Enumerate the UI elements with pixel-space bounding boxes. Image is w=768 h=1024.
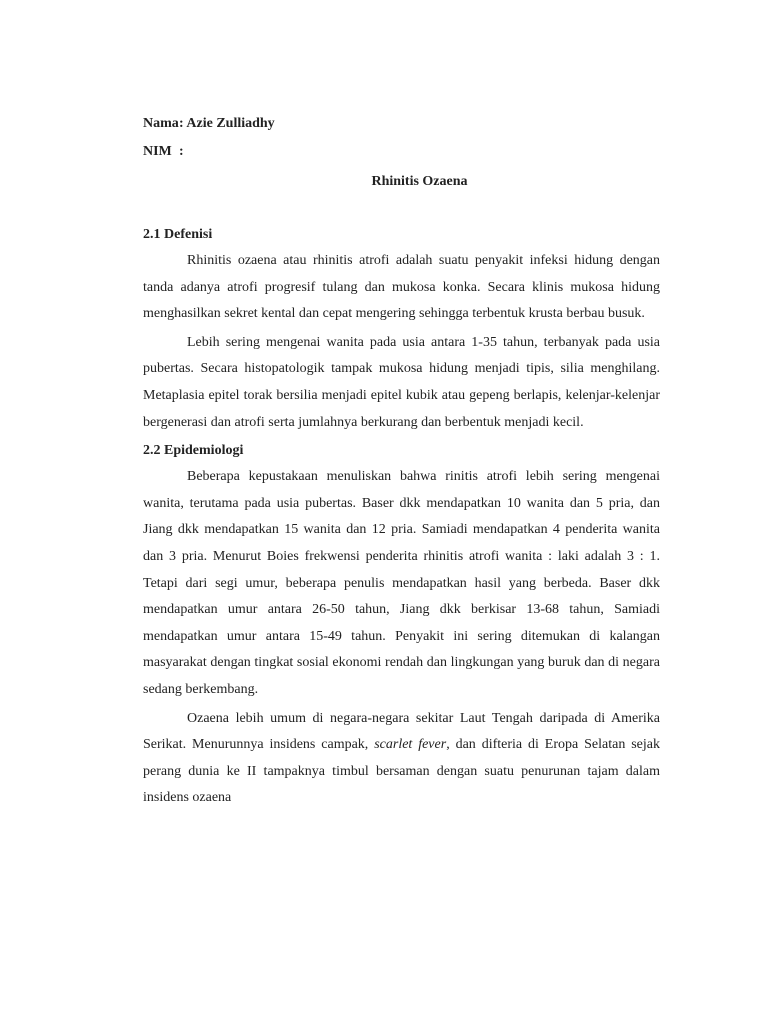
section-heading-epidemiologi: 2.2 Epidemiologi — [143, 443, 244, 459]
nim-value: : — [179, 144, 184, 159]
nim-label: NIM — [143, 144, 172, 159]
section-heading-defenisi: 2.1 Defenisi — [143, 227, 213, 242]
name-line — [143, 110, 660, 138]
nim-line — [143, 138, 660, 166]
paragraph-with-italic — [143, 706, 660, 812]
italic-term: scarlet fever — [374, 737, 447, 753]
paragraph-text-before: Ozaena lebih umum di negara-negara sekitar Laut Tengah daripada di Amerika Serikat. Menurunnya insidens campak, — [143, 710, 660, 753]
paragraph: Lebih sering mengenai wanita pada usia antara 1-35 tahun, terbanyak pada usia pubertas. Secara histopatologik tampak mukosa hidung menjadi tipis, silia menghilang. Metaplasia epitel torak bersilia menjadi epitel kubik atau gepeng berlapis, kelenjar-kelenjar bergenerasi dan atrofi serta jumlahnya berkurang dan berbentuk menjadi kecil. — [143, 334, 660, 430]
document-title: Rhinitis Ozaena — [371, 174, 468, 189]
name-label: Nama — [143, 116, 179, 131]
name-value: : Azie Zulliadhy — [179, 116, 275, 131]
paragraph: Rhinitis ozaena atau rhinitis atrofi adalah suatu penyakit infeksi hidung dengan tanda adanya atrofi progresif tulang dan mukosa konka. Secara klinis mukosa hidung menghasilkan sekret kental dan cepat mengering sehingga terbentuk krusta berbau busuk. — [143, 253, 660, 322]
paragraph: Beberapa kepustakaan menuliskan bahwa rinitis atrofi lebih sering mengenai wanita, terutama pada usia pubertas. Baser dkk mendapatkan 10 wanita dan 5 pria, dan Jiang dkk mendapatkan 15 wanita dan 12 pria. Samiadi mendapatkan 4 penderita wanita dan 3 pria. Menurut Boies frekwensi penderita rhinitis atrofi wanita : laki adalah 3 : 1. Tetapi dari segi umur, beberapa penulis mendapatkan hasil yang berbeda. Baser dkk mendapatkan umur antara 26-50 tahun, Jiang dkk berkisar 13-68 tahun, Samiadi mendapatkan umur antara 15-49 tahun. Penyakit ini sering ditemukan di kalangan masyarakat dengan tingkat sosial ekonomi rendah dan lingkungan yang buruk dan di negara sedang berkembang. — [143, 469, 660, 697]
paragraph-text-after: , dan difteria di Eropa Selatan sejak perang dunia ke II tampaknya timbul bersaman dengan suatu penurunan tajam dalam insidens ozaena — [143, 737, 660, 806]
